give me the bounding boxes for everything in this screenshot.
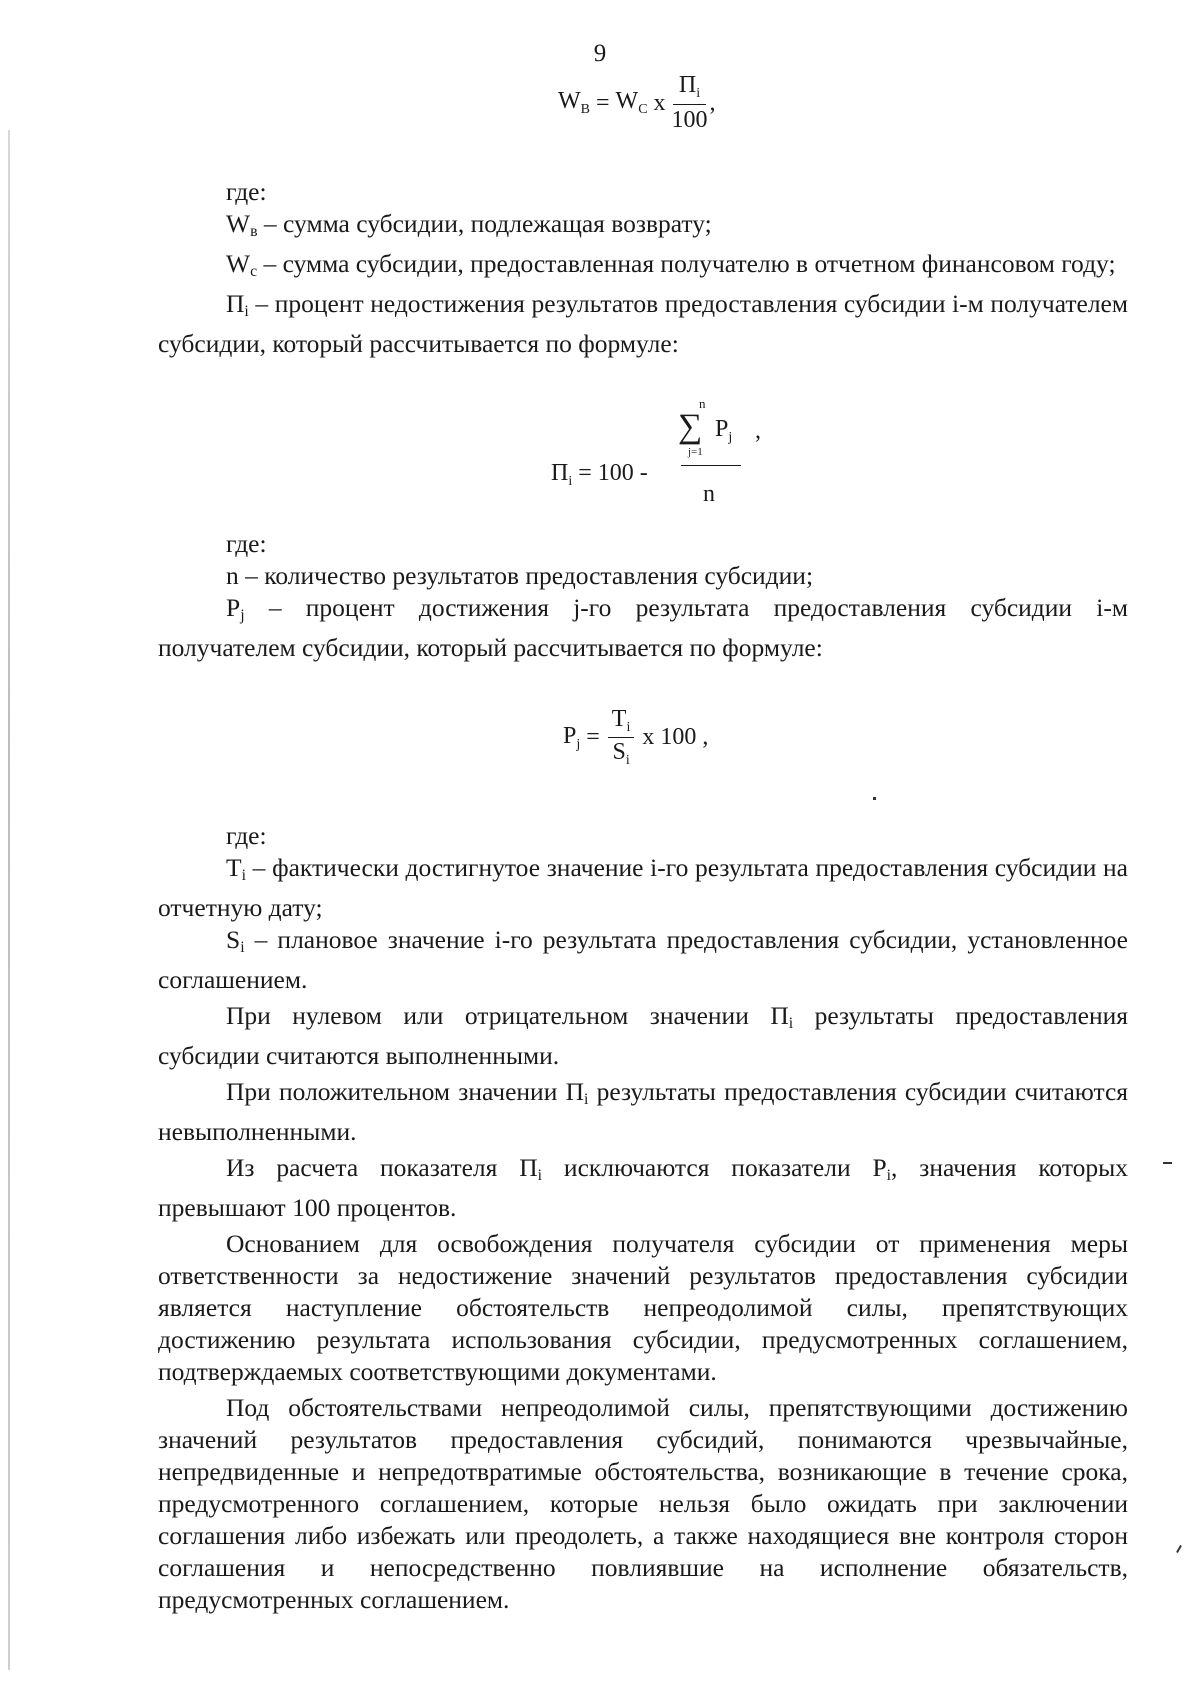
scan-speck xyxy=(1176,1545,1182,1553)
formula-pi-term: $P_j$ xyxy=(715,416,733,445)
formula-wv-lhs: $W_В$ xyxy=(558,88,590,117)
scan-edge-line xyxy=(8,130,10,1670)
def-si: $S_i$ – плановое значение i-го результата предоставления субсидии, установленное соглашением. xyxy=(158,924,1128,994)
definitions-block-3 xyxy=(158,820,1128,1616)
page-number: 9 xyxy=(593,40,607,67)
formula-wv-times: х xyxy=(653,89,666,116)
formula-pj-denominator: $S_i$ xyxy=(612,739,630,768)
scan-speck xyxy=(873,797,876,800)
formula-pj-fraction xyxy=(608,706,635,769)
formula-wv xyxy=(558,72,716,134)
formula-wv-fraction xyxy=(672,72,708,134)
formula-wv-comma: , xyxy=(709,89,716,116)
formula-pj-eq: = xyxy=(586,724,600,750)
where-label: где: xyxy=(226,177,267,206)
formula-pj xyxy=(563,706,708,769)
formula-pi-sum-sign: ∑ xyxy=(678,408,703,445)
formula-wv-denominator: 100 xyxy=(671,107,708,133)
def-n: n – количество результатов предоставления субсидии; xyxy=(226,561,814,590)
where-label: где: xyxy=(226,821,267,850)
paragraph-force-majeure-basis: Основанием для освобождения получателя субсидии от применения меры ответственности за недостижение значений результатов предоставления субсидии является наступление обстоятельств непреодолимой силы, препятствующих достижению результата использования субсидии, предусмотренных соглашением, подтверждаемых соответствующими документами. xyxy=(158,1228,1128,1386)
def-ti: $T_i$ – фактически достигнутое значение i-го результата предоставления субсидии на отчетную дату; xyxy=(158,853,1128,922)
formula-wv-wc: $W_С$ xyxy=(615,88,648,117)
paragraph-force-majeure-definition: Под обстоятельствами непреодолимой силы, препятствующими достижению значений результатов предоставления субсидий, понимаются чрезвычайные, непредвиденные и непредотвратимые обстоятельства, возникающие в течение срока, предусмотренного соглашением, которые нельзя было ожидать при заключении соглашения либо избежать или преодолеть, а также находящиеся вне контроля сторон соглашения и непосредственно повлиявшие на исполнение обязательств, предусмотренных соглашением. xyxy=(158,1392,1128,1614)
definitions-block-2 xyxy=(158,528,1128,664)
formula-wv-eq: = xyxy=(596,89,610,116)
formula-pi-fraction-bar xyxy=(681,465,741,466)
formula-pi-sum-upper: n xyxy=(699,396,706,411)
formula-pj-numerator: $T_i$ xyxy=(608,706,635,738)
paragraph-positive: При положительном значении $П_i$ результаты предоставления субсидии считаются невыполненными. xyxy=(158,1076,1129,1146)
def-wc: $W_c$ – сумма субсидии, предоставленная получателю в отчетном финансовом году; xyxy=(226,248,1116,280)
definitions-block-1 xyxy=(158,176,1128,360)
paragraph-exclusion: Из расчета показателя $П_i$ исключаются показатели $P_i$, значения которых превышают 100 процентов. xyxy=(158,1152,1129,1222)
formula-pj-tail: х 100 , xyxy=(642,724,709,750)
def-pi: $П_i$ – процент недостижения результатов предоставления субсидии i-м получателем субсидии, который рассчитывается по формуле: xyxy=(158,288,1128,358)
scan-speck xyxy=(1163,1162,1172,1164)
def-wv: $W_в$ – сумма субсидии, подлежащая возврату; xyxy=(226,209,712,240)
formula-pi-comma: , xyxy=(755,418,761,444)
formula-pi-sum-lower: j=1 xyxy=(688,446,703,458)
def-pj: $P_j$ – процент достижения j-го результата предоставления субсидии i-м получателем субсидии, который рассчитывается по формуле: xyxy=(158,593,1129,662)
formula-pi-denominator: n xyxy=(703,481,715,507)
paragraph-zero-negative: При нулевом или отрицательном значении $П_i$ результаты предоставления субсидии считаются выполненными. xyxy=(158,1000,1129,1070)
formula-wv-numerator: $П_i$ xyxy=(673,72,706,105)
where-label: где: xyxy=(226,529,267,558)
formula-pi-lhs: $П_i = 100$ - xyxy=(551,460,648,489)
formula-pj-lhs: $P_j$ xyxy=(563,722,581,752)
